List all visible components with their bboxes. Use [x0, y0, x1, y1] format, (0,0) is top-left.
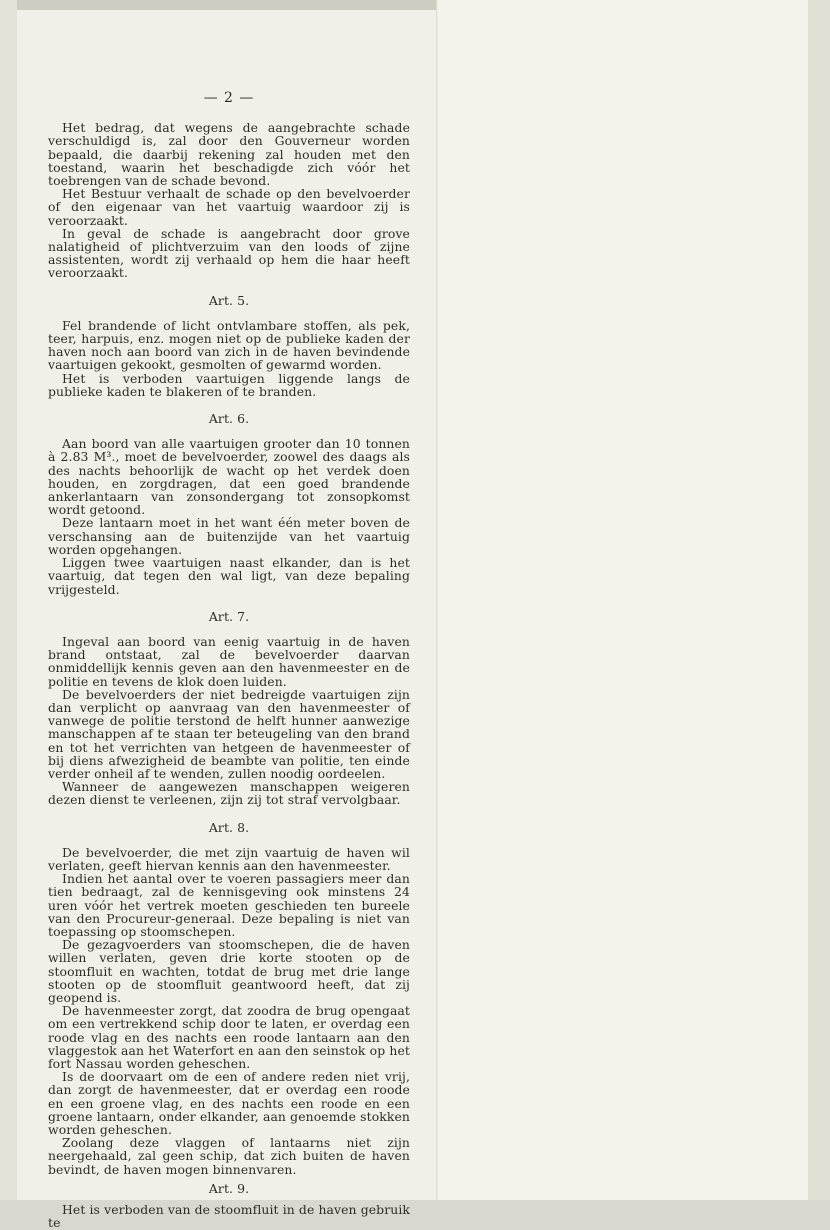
paragraph: Het is verboden vaartuigen liggende langs de publieke kaden te blakeren of te branden.	[48, 370, 410, 399]
article-heading: Art. 8.	[208, 819, 250, 835]
page-left-edge	[0, 0, 17, 1200]
paragraph: De gezagvoerders van stoomschepen, die de haven willen verlaten, geven drie korte stooten op de stoomfluit en wachten, totdat de brug met drie lange stooten op de stoomfluit geantwoord heeft, dat zij geopend is.	[48, 937, 410, 1005]
paragraph: Ingeval aan boord van eenig vaartuig in de haven brand ontstaat, zal de bevelvoerder daarvan onmiddellijk kennis geven aan den havenmeester en de politie en tevens de klok doen luiden.	[48, 633, 410, 689]
paragraph: Fel brandende of licht ontvlambare stoffen, als pek, teer, harpuis, enz. mogen niet op de publieke kaden der haven noch aan boord van zich in de haven bevindende vaartuigen gekookt, gesmolten of gewarmd worden.	[48, 317, 410, 373]
page-fold	[436, 0, 438, 1200]
blank-right-page	[438, 0, 830, 1200]
paragraph: De bevelvoerder, die met zijn vaartuig de haven wil verlaten, geeft hiervan kennis aan den havenmeester.	[48, 844, 410, 873]
page-number: — 2 —	[203, 90, 255, 106]
paragraph: Indien het aantal over te voeren passagiers meer dan tien bedraagt, zal de kennisgeving ook minstens 24 uren vóór het vertrek moeten geschieden ten bureele van den Procureur-generaal. Deze bepaling is niet van toepassing op stoomschepen.	[48, 871, 410, 939]
paragraph: Het Bestuur verhaalt de schade op den bevelvoerder of den eigenaar van het vaartuig waardoor zij is veroorzaakt.	[48, 186, 410, 228]
paragraph: Liggen twee vaartuigen naast elkander, dan is het vaartuig, dat tegen den wal ligt, van deze bepaling vrijgesteld.	[48, 555, 410, 597]
article-heading: Art. 6.	[208, 411, 250, 427]
paragraph: Aan boord van alle vaartuigen grooter dan 10 tonnen à 2.83 M³., moet de bevelvoerder, zoowel des daags als des nachts behoorlijk de wacht op het verdek doen houden, en zorgdragen, dat een goed brandende ankerlantaarn van zonsondergang tot zonsopkomst wordt getoond.	[48, 436, 410, 518]
paragraph: Zoolang deze vlaggen of lantaarns niet zijn neergehaald, zal geen schip, dat zich buiten de haven bevindt, de haven mogen binnenvaren.	[48, 1135, 410, 1177]
paragraph: Wanneer de aangewezen manschappen weigeren dezen dienst te verleenen, zijn zij tot straf vervolgbaar.	[48, 779, 410, 808]
paragraph: De havenmeester zorgt, dat zoodra de brug opengaat om een vertrekkend schip door te laten, er overdag een roode vlag en des nachts een roode lantaarn aan den vlaggestok aan het Waterfort en aan den seinstok op het fort Nassau worden geheschen.	[48, 1003, 410, 1071]
article-heading: Art. 9.	[208, 1180, 250, 1196]
paragraph: Is de doorvaart om de een of andere reden niet vrij, dan zorgt de havenmeester, dat er overdag een roode en een groene vlag, en des nachts een roode en een groene lantaarn, onder elkander, aan genoemde stokken worden geheschen.	[48, 1069, 410, 1138]
page-content	[48, 92, 410, 1229]
article-heading: Art. 7.	[208, 608, 250, 624]
paragraph: Het bedrag, dat wegens de aangebrachte schade verschuldigd is, zal door den Gouverneur worden bepaald, die daarbij rekening zal houden met den toestand, waarin het beschadigde zich vóór het toebrengen van de schade bevond.	[48, 120, 410, 189]
article-heading: Art. 5.	[208, 292, 250, 308]
page-right-edge	[808, 0, 830, 1200]
paragraph: De bevelvoerders der niet bedreigde vaartuigen zijn dan verplicht op aanvraag van den havenmeester of vanwege de politie terstond de helft hunner aanwezige manschappen af te staan ter beteugeling van den brand en tot het verrichten van hetgeen de havenmeester of bij diens afwezigheid de beambte van politie, ten einde verder onheil af te wenden, zullen noodig oordeelen.	[48, 686, 410, 781]
paragraph: In geval de schade is aangebracht door grove nalatigheid of plichtverzuim van den loods of zijne assistenten, wordt zij verhaald op hem die haar heeft veroorzaakt.	[48, 225, 410, 281]
paragraph: Het is verboden van de stoomfluit in de haven gebruik te	[48, 1202, 410, 1230]
paragraph: Deze lantaarn moet in het want één meter boven de verschansing aan de buitenzijde van het vaartuig worden opgehangen.	[48, 515, 410, 557]
